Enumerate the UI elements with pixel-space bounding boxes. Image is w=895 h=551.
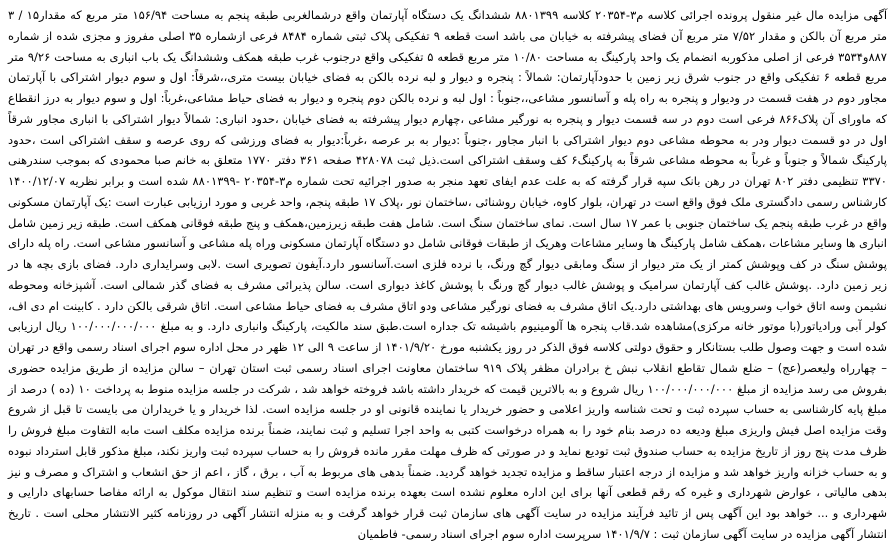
auction-notice-body-text: آگهی مزایده مال غیر منقول پرونده اجرائی کلاسه م۳-۲۰۳۵۴ کلاسه ۸۸۰۱۳۹۹ ششدانگ یک دستگاه آپارتمان واقع درشمالغربی طبقه پنجم به مساحت ۱۵۶/۹۴ متر مربع که مقدار۱۵ / ۳ متر مربع آن بالکن و مقدار ۷/۵۲ متر مربع آن فضای پیشرفته به خیابان می باشد است قطعه ۹ تفکیکی پلاک ثبتی شماره ۸۴۸۴ فرعی ازشماره ۳۵ اصلی مفروز و مجزی شده از شماره ۸۸۷و۳۵۳۴ فرعی از اصلی مذکوربه انضمام یک واحد پارکینگ به مساحت ۱۰/۸۰ متر مربع قطعه ۵ تفکیکی واقع درجنوب غرب طبقه همکف وششدانگ یک باب انباری به مساحت ۹/۲۶ متر مربع قطعه ۶ تفکیکی واقع در جنوب شرق زیر زمین با حدودآپارتمان: شمالاً : پنجره و دیوار و لبه نرده بالکن به فضای خیابان بیست متری،،شرقاً: اول و سوم دیوار اشتراکی با آپارتمان مجاور دوم در هفت قسمت در ودیوار و پنجره به راه پله و آسانسور مشاعی،،جنوباً : اول لبه و نرده بالکن دوم پنجره و دیوار به فضای حیاط مشاعی،غرباً: اول و سوم دیوار به درز انقطاع که ماورای آن پلاک۸۶۶ فرعی است دوم در سه قسمت دیوار و پنجره به نورگیر مشاعی ،چهارم دیوار پیشرفته به فضای خیابان ،حدود انباری: شمالاً دیوار اشتراکی با انباری مجاور شرقاً اول در دو قسمت دیوار ودر به محوطه مشاعی دوم دیوار اشتراکی با انبار مجاور ،جنوباً :دیوار به بر عرصه ،غرباً:دیوار به فضای ورزشی که روی عرصه و سقف اشتراکی است ،حدود پارکینگ شمالاً و جنوباً و غرباً به محوطه مشاعی شرقاً به پارکینگ۶ کف وسقف اشتراکی است.ذیل ثبت ۴۲۸۰۷۸ صفحه ۳۶۱ دفتر ۱۷۷۰ متعلق به خانم صبا محمودی که بموجب سندرهنی ۳۳۷۰ تنظیمی دفتر ۸۰۲ تهران در رهن بانک سپه قرار گرفته که به علت عدم ایفای تعهد منجر به صدور اجرائیه تحت شماره م۳-۲۰۳۵۴ -۸۸۰۱۳۹۹ شده است و برابر نظریه ۱۴۰۰/۱۲/۰۷ کارشناس رسمی دادگستری ملک فوق واقع است در تهران، بلوار کاوه، خیابان روشنائی ،ساختمان نور ،پلاک ۱۷ طبقه پنجم، واحد غربی و مورد ارزیابی عبارت است :یک آپارتمان مسکونی واقع در غرب طبقه پنجم یک ساختمان جنوبی با عمر ۱۷ سال است. نمای ساختمان سنگ است. شامل هفت طبقه زیرزمین،همکف و پنج طبقه فوقانی همکف است. طبقه زیر زمین شامل انباری ها وسایر مشاعات ،همکف شامل پارکینگ ها وسایر مشاعات وهریک از طبقات فوقانی شامل دو دستگاه آپارتمان مسکونی وراه پله مشاعی و آسانسور مشاعی است. راه پله دارای پوشش سنگ در کف وپوشش کمتر از یک متر دیوار از سنگ ومابقی دیوار گچ ورنگ، با نرده فلزی است.آسانسور دارد.آیفون تصویری است .لابی وسرایداری دارد. فضای بازی بچه ها در زیر زمین دارد. .پوشش غالب کف آپارتمان سرامیک و پوشش غالب دیوار گچ ورنگ با پوشش کاغذ دیواری است. سالن پذیرائی مشرف به فضای گذر شمالی است. آشپزخانه ومحوطه نشیمن وسه اتاق خواب وسرویس های بهداشتی دارد.یک اتاق مشرف به فضای نورگیر مشاعی ودو اتاق مشرف به فضای حیاط مشاعی است. اتاق شرقی بالکن دارد . کابینت ام دی اف، کولر آبی ورادیاتور(با موتور خانه مرکزی)مشاهده شد.قاب پنجره ها آلومینیوم باشیشه تک جداره است.طبق سند مالکیت، پارکینگ وانباری دارد. و به مبلغ ۱۰۰/۰۰۰/۰۰۰/۰۰۰ ریال ارزیابی شده است و جهت وصول طلب بستانکار و حقوق دولتی کلاسه فوق الذکر در روز یکشنبه مورخ ۱۴۰۱/۹/۲۰ از ساعت ۹ الی ۱۲ ظهر در محل اداره سوم اجرای اسناد رسمی واقع در تهران – چهارراه ولیعصر(عج) – ضلع شمال تقاطع انقلاب نبش خ برادران مظفر پلاک ۹۱۹ ساختمان معاونت اجرای اسناد رسمی ثبت استان تهران – سالن مزایده از طریق مزایده حضوری بفروش می رسد مزایده از مبلغ ۱۰۰/۰۰۰/۰۰۰/۰۰۰ ریال شروع و به بالاترین قیمت که خریدار داشته باشد فروخته خواهد شد ، شرکت در جلسه مزایده منوط به پرداخت ۱۰ (ده ) درصد از مبلغ پایه کارشناسی به حساب سپرده ثبت و تحت شناسه واریز اعلامی و حضور خریدار یا نماینده قانونی او در جلسه مزایده است. لذا خریدار و یا خریداران می بایست تا قبل از شروع وقت مزایده اصل فیش واریزی مبلغ ودیعه ده درصد بنام خود را به همراه درخواست کتبی به واحد اجرا تسلیم و ثبت نمایند، ضمناً برنده مزایده مکلف است مابه التفاوت مبلغ فروش را ظرف مدت پنج روز از تاریخ مزایده به حساب صندوق ثبت تودیع نماید و در صورتی که ظرف مهلت مقرر مانده فروش را به حساب سپرده ثبت واریز نکند، مبلغ مذکور قابل استرداد نبوده و به حساب خزانه واریز خواهد شد و مزایده از درجه اعتبار ساقط و مزایده تجدید خواهد گردید. ضمناً بدهی های مربوط به آب ، برق ، گاز ، اعم از حق انشعاب و اشتراک و مصرف و نیز بدهی مالیاتی ، عوارض شهرداری و غیره که رقم قطعی آنها برای این اداره معلوم نشده است بعهده برنده مزایده است و تنظیم سند انتقال موکول به ارائه مفاصا حسابهای دارایی و شهرداری و ... خواهد بود این آگهی پس از تائید فرآیند مزایده در سایت آگهی های سازمان ثبت قرار خواهد گرفت و به منزله انتشار آگهی در روزنامه کثیر الانتشار محلی است . تاریخ انتشار آگهی مزایده در سایت آگهی سازمان ثبت : ۱۴۰۱/۹/۷ سرپرست اداره سوم اجرای اسناد رسمی- فاطمیان: [8, 8, 888, 541]
